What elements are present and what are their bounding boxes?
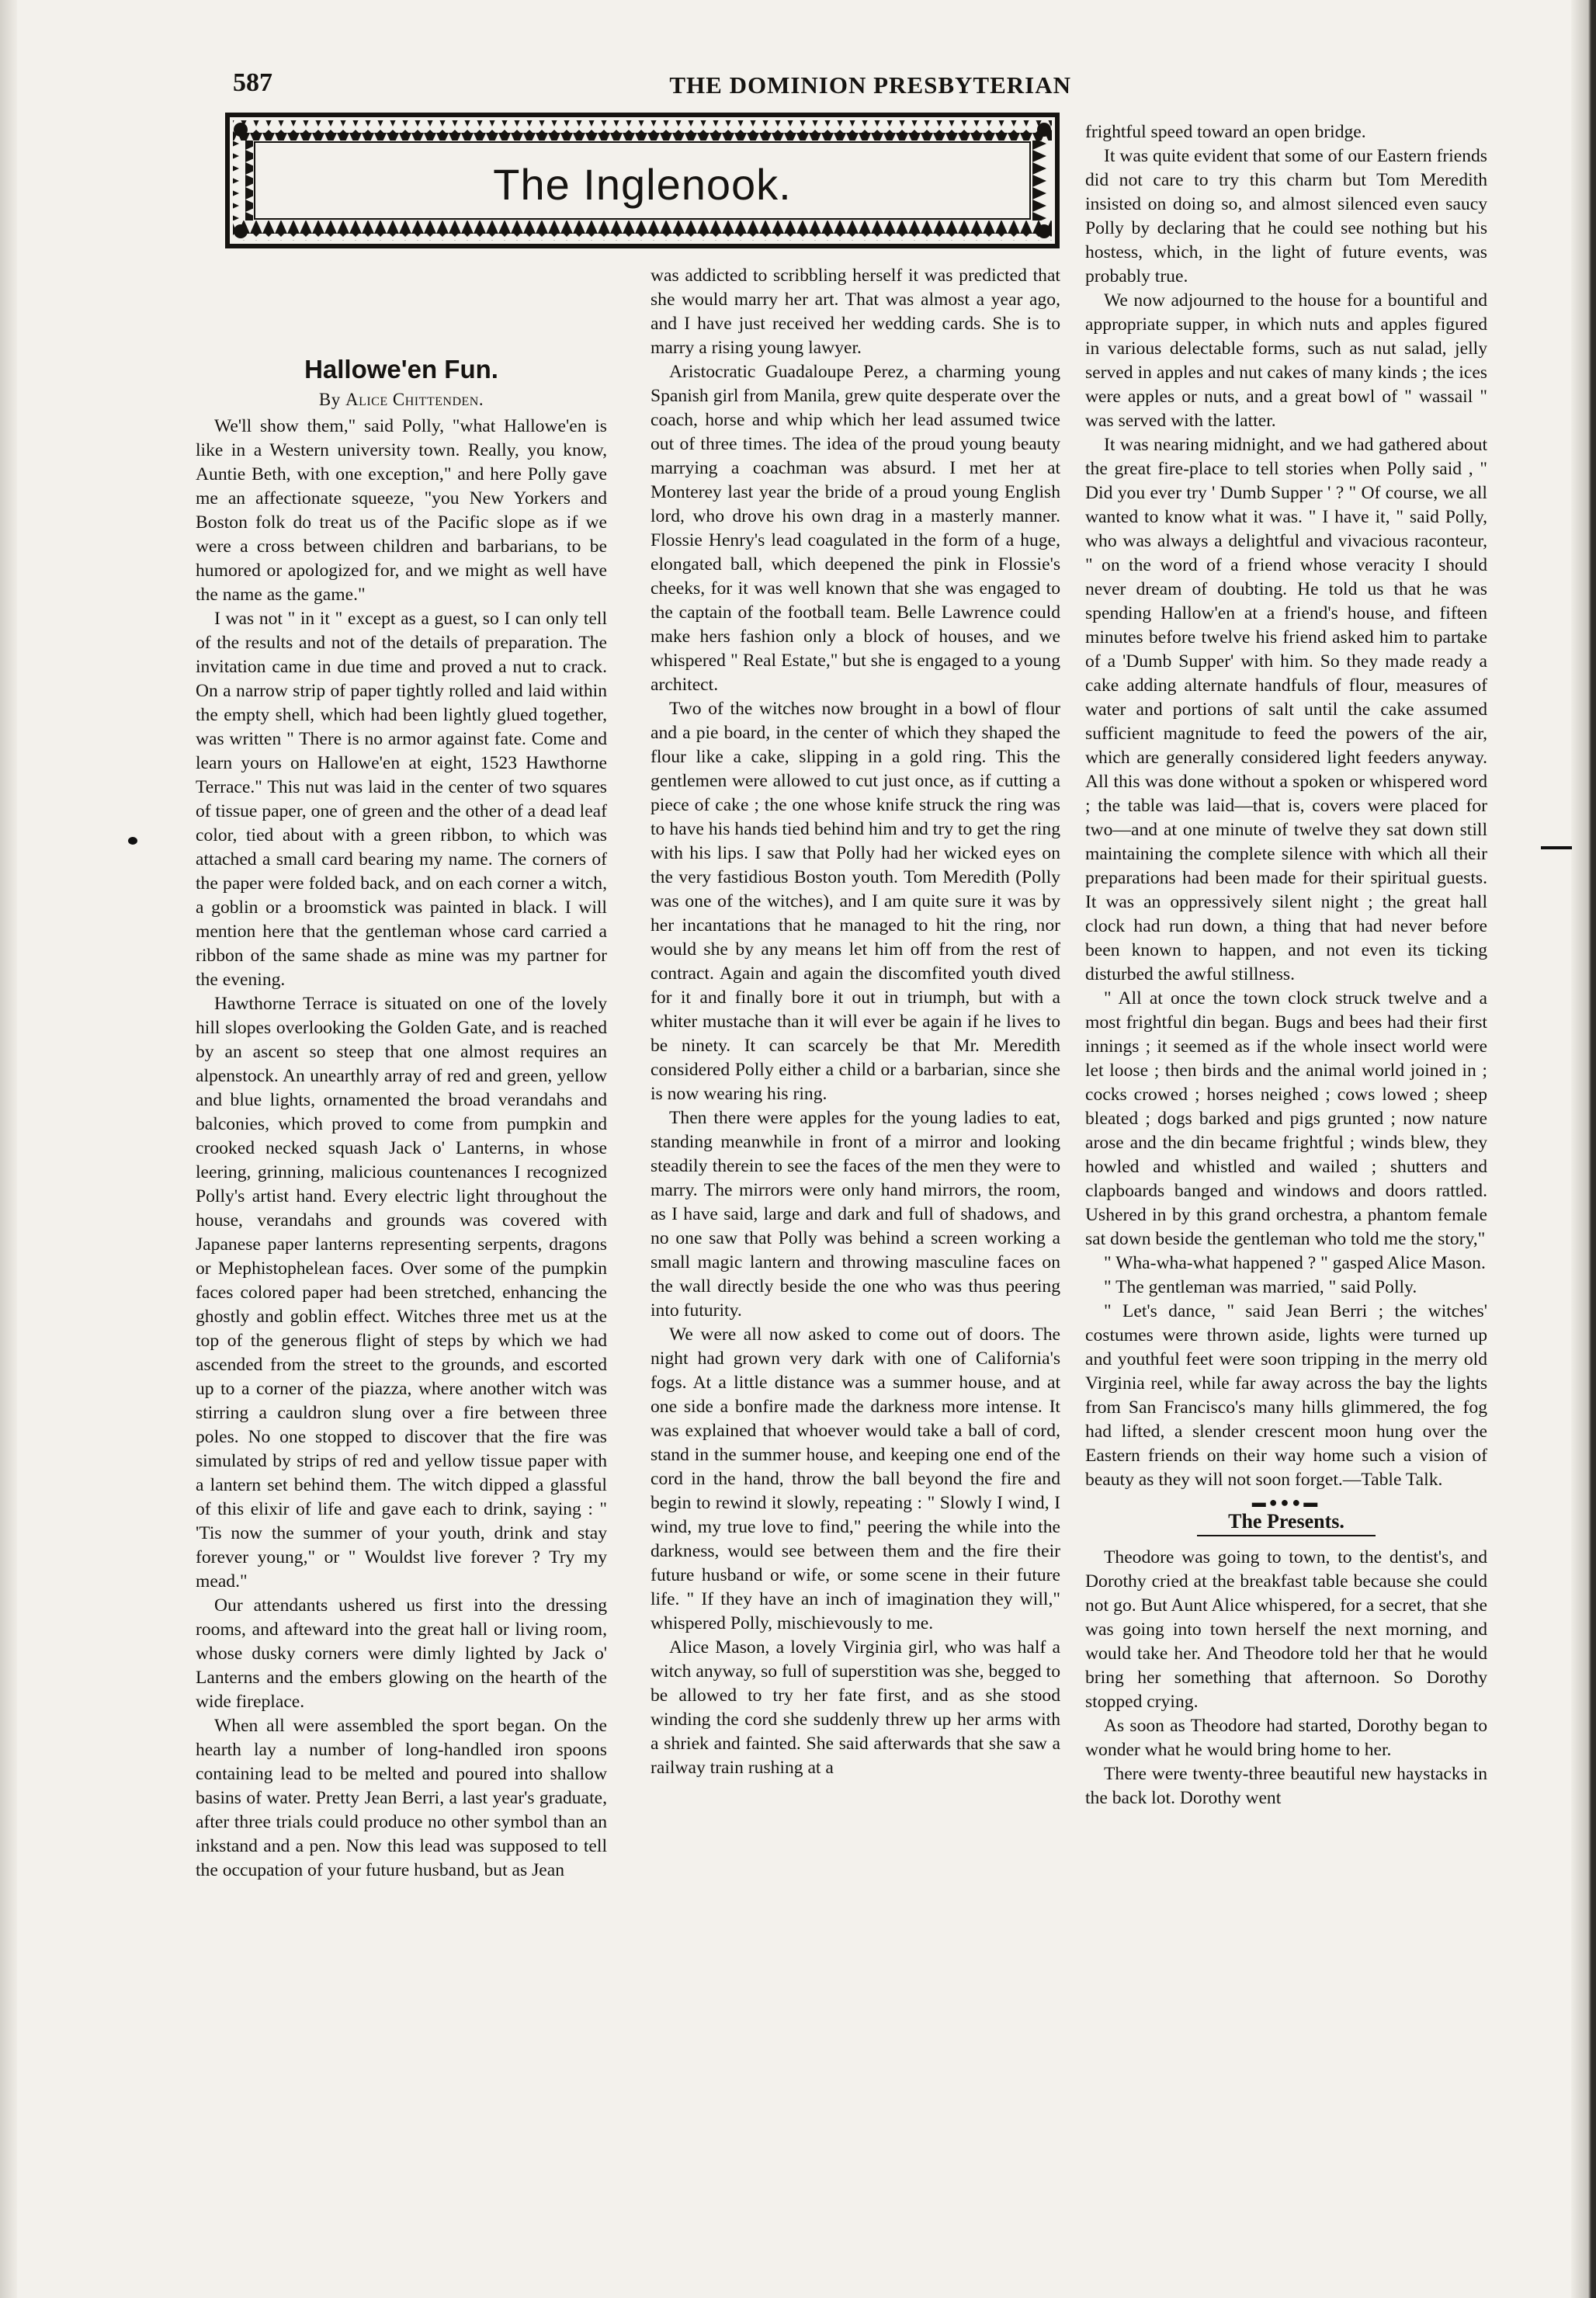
paragraph: Then there were apples for the young ladies to eat, standing meanwhile in front of a mirror and looking steadily therein to see the faces of the men they were to marry. The mirrors were only hand mirrors, the room, as I have said, large and dark and full of shadows, and no one saw that Polly was behind a screen working a small magic lantern and throwing masculine faces on the wall directly beside the one who was thus peering into futurity. [651, 1108, 1060, 1321]
paragraph: I was not " in it " except as a guest, so I can only tell of the results and not of the details of preparation. The invitation came in due time and proved a nut to crack. On a narrow strip of paper tightly rolled and laid within the empty shell, which had been lightly glued together, was written " There is no armor against fate. Come and learn yours on Hallowe'en at eight, 1523 Hawthorne Terrace." This nut was laid in the center of two squares of tissue paper, one of green and the other of a dead leaf color, tied about with a green ribbon, to which was attached a small card bearing my name. The corners of the paper were folded back, and on each corner a witch, a goblin or a broomstick was painted in black. I will mention here that the gentleman whose card carried a ribbon of the same shade as mine was my partner for the evening. [196, 609, 607, 990]
ink-speck [128, 837, 137, 845]
paragraph: It was nearing midnight, and we had gathered about the great fire-place to tell stories when Polly said , " Did you ever try ' Dumb Supper ' ? " Of course, we all wanted to know what it was. " I have it, " said Polly, who was always a delightful and vivacious raconteur, " on the word of a friend whose veracity I should never dream of doubting. He told us that he was spending Hallow'en at a friend's house, and fifteen minutes before twelve his friend asked him to partake of a 'Dumb Supper' with him. So they made ready a cake adding alternate handfuls of flour, measures of water and portions of salt until the cake assumed sufficient magnitude to feed the powers of the air, which are generally considered light feeders anyway. All this was done without a spoken or whispered word ; the table was laid—that is, covers were placed for two—and at one minute of twelve they sat down still maintaining the complete silence with which all their preparations had been made for their spiritual guests. It was an oppressively silent night ; the great hall clock had run down, a thing that had never before been known to happen, and not even its ticking disturbed the awful stillness. [1085, 435, 1487, 984]
byline-author: Alice Chittenden. [345, 390, 484, 409]
paragraph: " The gentleman was married, " said Polly. [1104, 1277, 1417, 1297]
publication-title: THE DOMINION PRESBYTERIAN [669, 71, 1071, 99]
paragraph: It was quite evident that some of our Eastern friends did not care to try this charm but Tom Meredith insisted on doing so, and almost silenced even saucy Polly by declaring that he could see nothing but his hostess, which, in the light of future events, was probably true. [1085, 146, 1487, 286]
paragraph: Theodore was going to town, to the dentist's, and Dorothy cried at the breakfast table because she could not go. But Aunt Alice whispered, for a secret, that she was going into town herself the next morning, and would take her. And Theodore told her that he would bring her something that afternoon. So Dorothy stopped crying. [1085, 1547, 1487, 1712]
paragraph: We now adjourned to the house for a bountiful and appropriate supper, in which nuts and apples figured in various delectable forms, such as nut salad, jelly served in apples and nut cakes of many kinds ; the ices were apples or nuts, and a great bowl of " wassail " was served with the latter. [1085, 290, 1487, 431]
paragraph: Two of the witches now brought in a bowl of flour and a pie board, in the center of which they shaped the flour like a cake, slipping in a gold ring. This the gentlemen were allowed to cut just once, as if cutting a piece of cake ; the one whose knife struck the ring was to have his hands tied behind him and try to get the ring with his lips. I saw that Polly had her wicked eyes on the very fastidious Boston youth. Tom Meredith (Polly was one of the witches), and I am quite sure it was by her incantations that he managed to hit the ring, nor would she by any means let him off from the rest of contract. Again and again the discomfited youth dived for it and finally bore it out in triumph, but with a whiter mustache than it will ever be again if he lives to be ninety. It can scarcely be that Mr. Meredith considered Polly either a child or a barbarian, since she is now wearing his ring. [651, 699, 1060, 1104]
section-divider-ornament: ▬●●●▬ [1251, 1494, 1321, 1510]
page-header [233, 68, 1075, 107]
paragraph: " Let's dance, " said Jean Berri ; the witches' costumes were thrown aside, lights were turned up and youthful feet were soon tripping in the merry old Virginia reel, while far away across the bay the lights from San Francisco's many hills glimmered, the fog had lifted, a slender crescent moon hung over the Eastern friends on their way home such a vision of beauty as they will not soon forget.—Table Talk. [1085, 1301, 1487, 1490]
paragraph: As soon as Theodore had started, Dorothy began to wonder what he would bring home to her. [1085, 1716, 1487, 1760]
scan-edge-right [1571, 0, 1596, 2298]
article-title-presents: The Presents. [1197, 1509, 1376, 1536]
scan-edge-left [0, 0, 17, 2298]
section-title-inglenook: The Inglenook. [493, 160, 792, 209]
paragraph: " Wha-wha-what happened ? " gasped Alice Mason. [1104, 1253, 1486, 1273]
paragraph: There were twenty-three beautiful new haystacks in the back lot. Dorothy went [1085, 1764, 1487, 1808]
byline-prefix: By [318, 390, 341, 409]
page-number: 587 [233, 68, 272, 97]
paragraph: " All at once the town clock struck twelve and a most frightful din began. Bugs and bees had their first innings ; it seemed as if the whole insect world were let loose ; then birds and the animal world joined in ; cocks crowed ; horses neighed ; cows lowed ; sheep bleated ; dogs barked and pigs grunted ; now nature arose and the din became frightful ; winds blew, they howled and whistled and wailed ; shutters and clapboards banged and windows and doors rattled. Ushered in by this grand orchestra, a phantom female sat down beside the gentleman who told me the story," [1085, 988, 1487, 1249]
paragraph: We'll show them," said Polly, "what Hallowe'en is like in a Western university town. Really, you know, Auntie Beth, with one exception," and here Polly gave me an affectionate squeeze, "you New Yorkers and Boston folk do treat us of the Pacific slope as if we were a cross between children and barbarians, to be humored or apologized for, and we might as well have the name as the game." [196, 416, 607, 605]
article-title-halloween: Hallowe'en Fun. [304, 355, 498, 384]
section-banner [225, 113, 1060, 248]
paragraph: was addicted to scribbling herself it was predicted that she would marry her art. That was almost a year ago, and I have just received her wedding cards. She is to marry a rising young lawyer. [651, 266, 1060, 358]
paragraph: frightful speed toward an open bridge. [1085, 122, 1366, 142]
paragraph: When all were assembled the sport began. On the hearth lay a number of long-handled iron spoons containing lead to be melted and poured into shallow basins of water. Pretty Jean Berri, a last year's graduate, after three trials could produce no other symbol than an inkstand and a pen. Now this lead was supposed to tell the occupation of your future husband, but as Jean [196, 1716, 607, 1880]
paragraph: We were all now asked to come out of doors. The night had grown very dark with one of California's fogs. At a little distance was a summer house, and at one side a bonfire made the darkness more intense. It was explained that whoever would take a ball of cord, stand in the summer house, and keeping one end of the cord in the hand, throw the ball beyond the fire and begin to rewind it slowly, repeating : " Slowly I wind, I wind, my true love to find," peering the while into the darkness, would see between them and the fire their future husband or wife, or some scene in their future life. " If they have an inch of imagination they will," whispered Polly, mischievously to me. [651, 1324, 1060, 1633]
column-1 [196, 357, 607, 1883]
paragraph: Alice Mason, a lovely Virginia girl, who was half a witch anyway, so full of superstition was she, begged to be allowed to try her fate first, and as she stood winding the cord she suddenly threw up her arms with a shriek and fainted. She said afterwards that she saw a railway train rushing at a [651, 1637, 1060, 1778]
paragraph: Aristocratic Guadaloupe Perez, a charming young Spanish girl from Manila, grew quite desperate over the coach, horse and whip which her lead assumed twice out of three times. The idea of the proud young beauty marrying a coachman was absurd. I met her at Monterey last year the bride of a proud young English lord, who drove his own drag in a masterly manner. Flossie Henry's lead coagulated in the form of a huge, elongated ball, which deepened the pink in Flossie's cheeks, for it was well known that she was engaged to the captain of the football team. Belle Lawrence could make hers fashion only a block of houses, and we whispered " Real Estate," but she is engaged to a young architect. [651, 362, 1060, 695]
column-2 [651, 264, 1060, 1780]
paragraph: Hawthorne Terrace is situated on one of the lovely hill slopes overlooking the Golden Gate, and is reached by an ascent so steep that one almost requires an alpenstock. An unearthly array of red and green, yellow and blue lights, ornamented the broad verandahs and balconies, which proved to come from pumpkin and crooked necked squash Jack o' Lanterns, in whose leering, grinning, malicious countenances I recognized Polly's artist hand. Every electric light throughout the house, verandahs and grounds was covered with Japanese paper lanterns representing serpents, dragons or Mephistophelean faces. Over some of the pumpkin faces colored paper had been stretched, enhancing the ghostly and goblin effect. Witches three met us at the top of the generous flight of steps by which we had ascended from the street to the grounds, and escorted up to a corner of the piazza, where another witch was stirring a cauldron slung over a fire between three poles. No one stopped to discover that the fire was simulated by strips of red and yellow tissue paper with a lantern set behind them. The witch dipped a glassful of this elixir of life and gave each to drink, saying : " 'Tis now the summer of your youth, drink and stay forever young," or " Wouldst live forever ? Try my mead." [196, 994, 607, 1592]
column-3 [1085, 120, 1487, 1810]
byline [196, 387, 607, 411]
margin-pin-mark [1541, 846, 1572, 849]
paragraph: Our attendants ushered us first into the dressing rooms, and afteward into the great hall or living room, whose dusky corners were dimly lighted by Jack o' Lanterns and the embers glowing on the hearth of the wide fireplace. [196, 1595, 607, 1712]
